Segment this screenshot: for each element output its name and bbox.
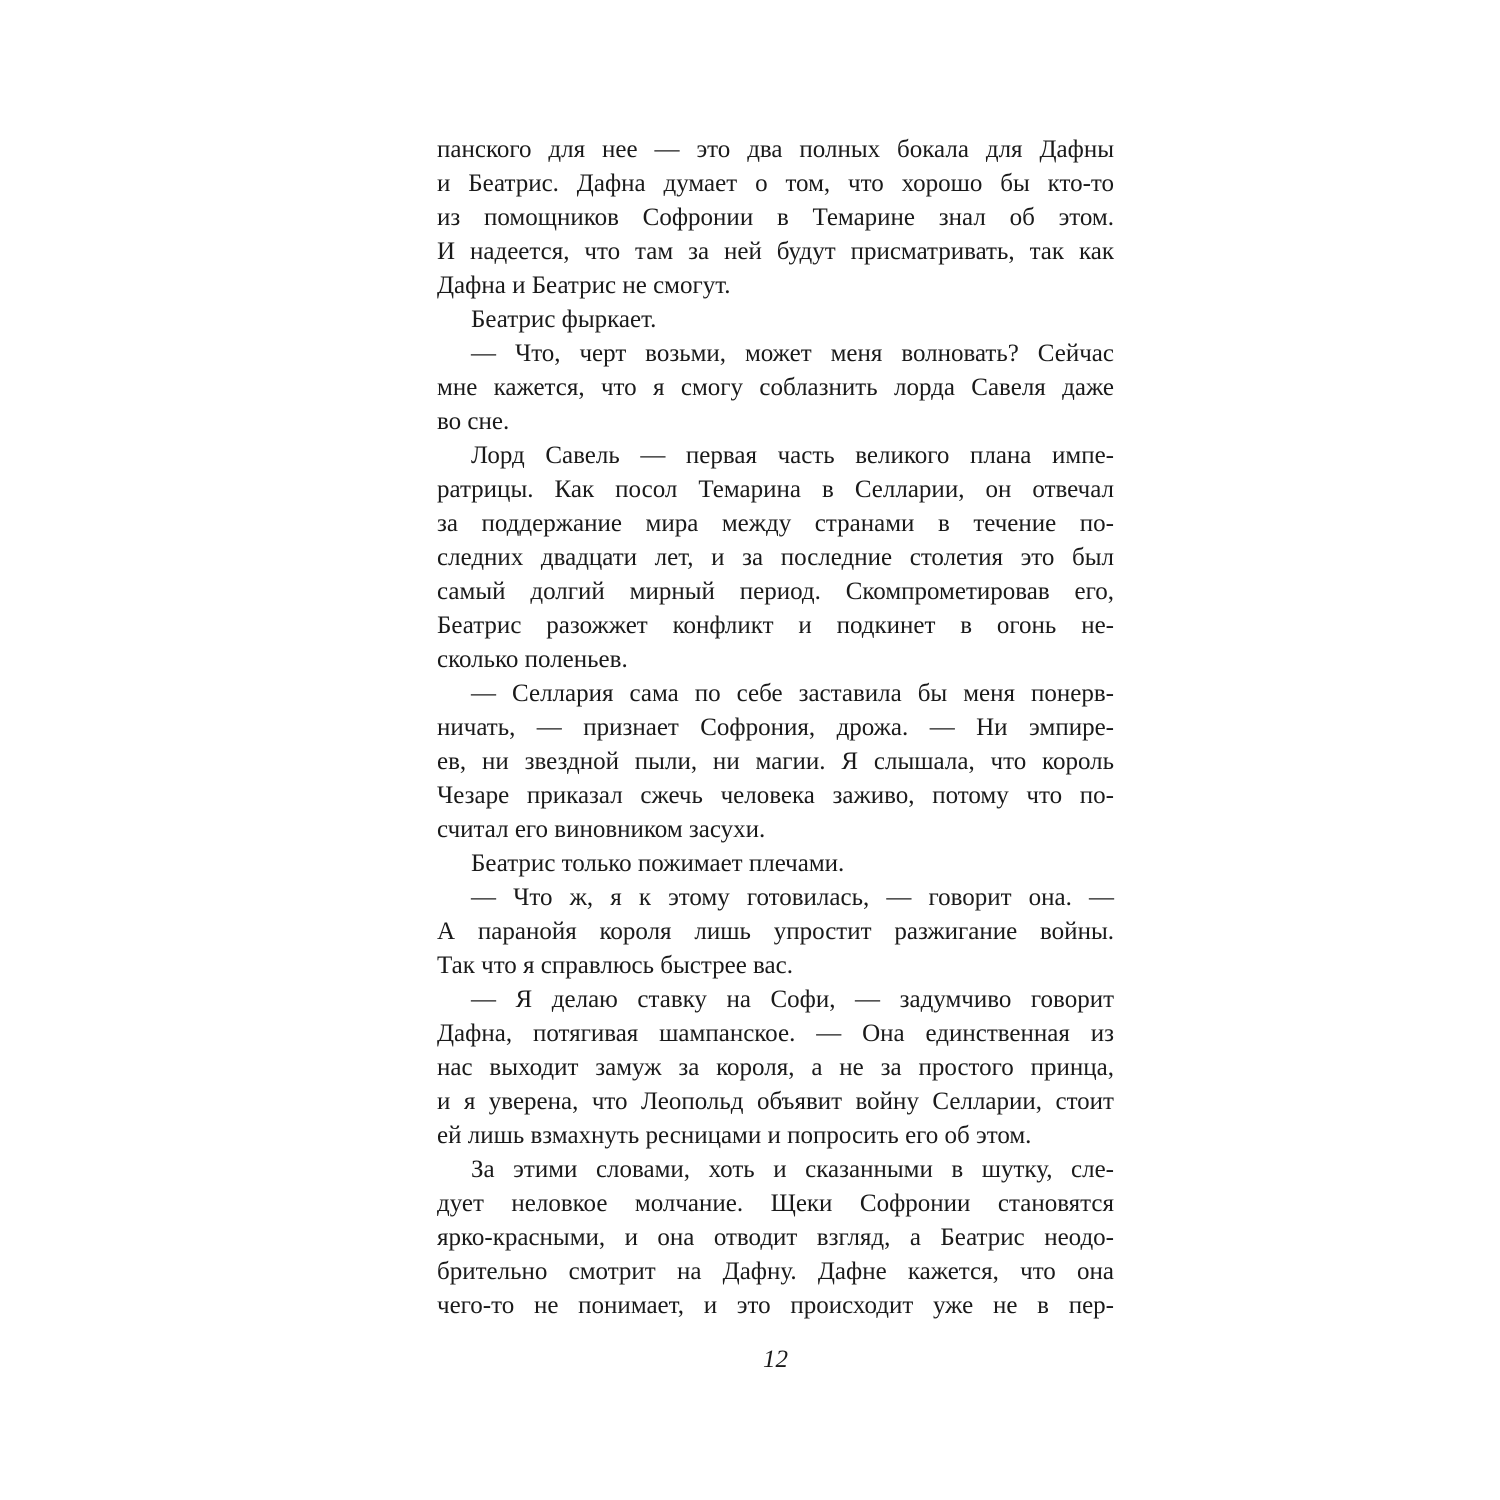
text-line-8: мне кажется, что я смогу соблазнить лорда Савеля даже (437, 374, 1114, 401)
text-line-22: Беатрис только пожимает плечами. (471, 850, 845, 877)
text-line-33: ярко-красными, и она отводит взгляд, а Беатрис неодо- (437, 1224, 1114, 1251)
text-line-26: — Я делаю ставку на Софи, — задумчиво говорит (471, 986, 1114, 1013)
page-number: 12 (763, 1346, 788, 1373)
text-line-10: Лорд Савель — первая часть великого плана импе- (471, 442, 1114, 469)
text-line-21: считал его виновником засухи. (437, 816, 766, 843)
text-line-31: За этими словами, хоть и сказанными в шутку, сле- (471, 1156, 1114, 1183)
text-line-28: нас выходит замуж за короля, а не за простого принца, (437, 1054, 1114, 1081)
text-line-25: Так что я справлюсь быстрее вас. (437, 952, 793, 979)
text-line-15: Беатрис разожжет конфликт и подкинет в огонь не- (437, 612, 1114, 639)
text-line-34: брительно смотрит на Дафну. Дафне кажется, что она (437, 1258, 1114, 1285)
text-line-29: и я уверена, что Леопольд объявит войну Селларии, стоит (437, 1088, 1114, 1115)
text-line-3: из помощников Софронии в Темарине знал об этом. (437, 204, 1114, 231)
text-line-1: панского для нее — это два полных бокала для Дафны (437, 136, 1114, 163)
text-line-7: — Что, черт возьми, может меня волновать? Сейчас (471, 340, 1114, 367)
text-line-20: Чезаре приказал сжечь человека заживо, потому что по- (437, 782, 1114, 809)
text-line-12: за поддержание мира между странами в течение по- (437, 510, 1114, 537)
text-line-9: во сне. (437, 408, 510, 435)
text-line-32: дует неловкое молчание. Щеки Софронии становятся (437, 1190, 1114, 1217)
text-line-4: И надеется, что там за ней будут присматривать, так как (437, 238, 1114, 265)
text-line-23: — Что ж, я к этому готовилась, — говорит она. — (471, 884, 1114, 911)
text-line-2: и Беатрис. Дафна думает о том, что хорошо бы кто-то (437, 170, 1114, 197)
text-line-30: ей лишь взмахнуть ресницами и попросить его об этом. (437, 1122, 1032, 1149)
text-line-17: — Селлария сама по себе заставила бы меня понерв- (471, 680, 1114, 707)
text-line-35: чего-то не понимает, и это происходит уже не в пер- (437, 1292, 1114, 1319)
text-line-5: Дафна и Беатрис не смогут. (437, 272, 731, 299)
text-line-14: самый долгий мирный период. Скомпрометировав его, (437, 578, 1114, 605)
text-line-16: сколько поленьев. (437, 646, 628, 673)
text-line-24: А паранойя короля лишь упростит разжигание войны. (437, 918, 1114, 945)
text-line-19: ев, ни звездной пыли, ни магии. Я слышала, что король (437, 748, 1114, 775)
text-line-11: ратрицы. Как посол Темарина в Селларии, он отвечал (437, 476, 1114, 503)
body-text (437, 133, 1114, 1323)
text-line-18: ничать, — признает Софрония, дрожа. — Ни эмпире- (437, 714, 1114, 741)
text-line-13: следних двадцати лет, и за последние столетия это был (437, 544, 1114, 571)
text-line-6: Беатрис фыркает. (471, 306, 657, 333)
text-line-27: Дафна, потягивая шампанское. — Она единственная из (437, 1020, 1114, 1047)
